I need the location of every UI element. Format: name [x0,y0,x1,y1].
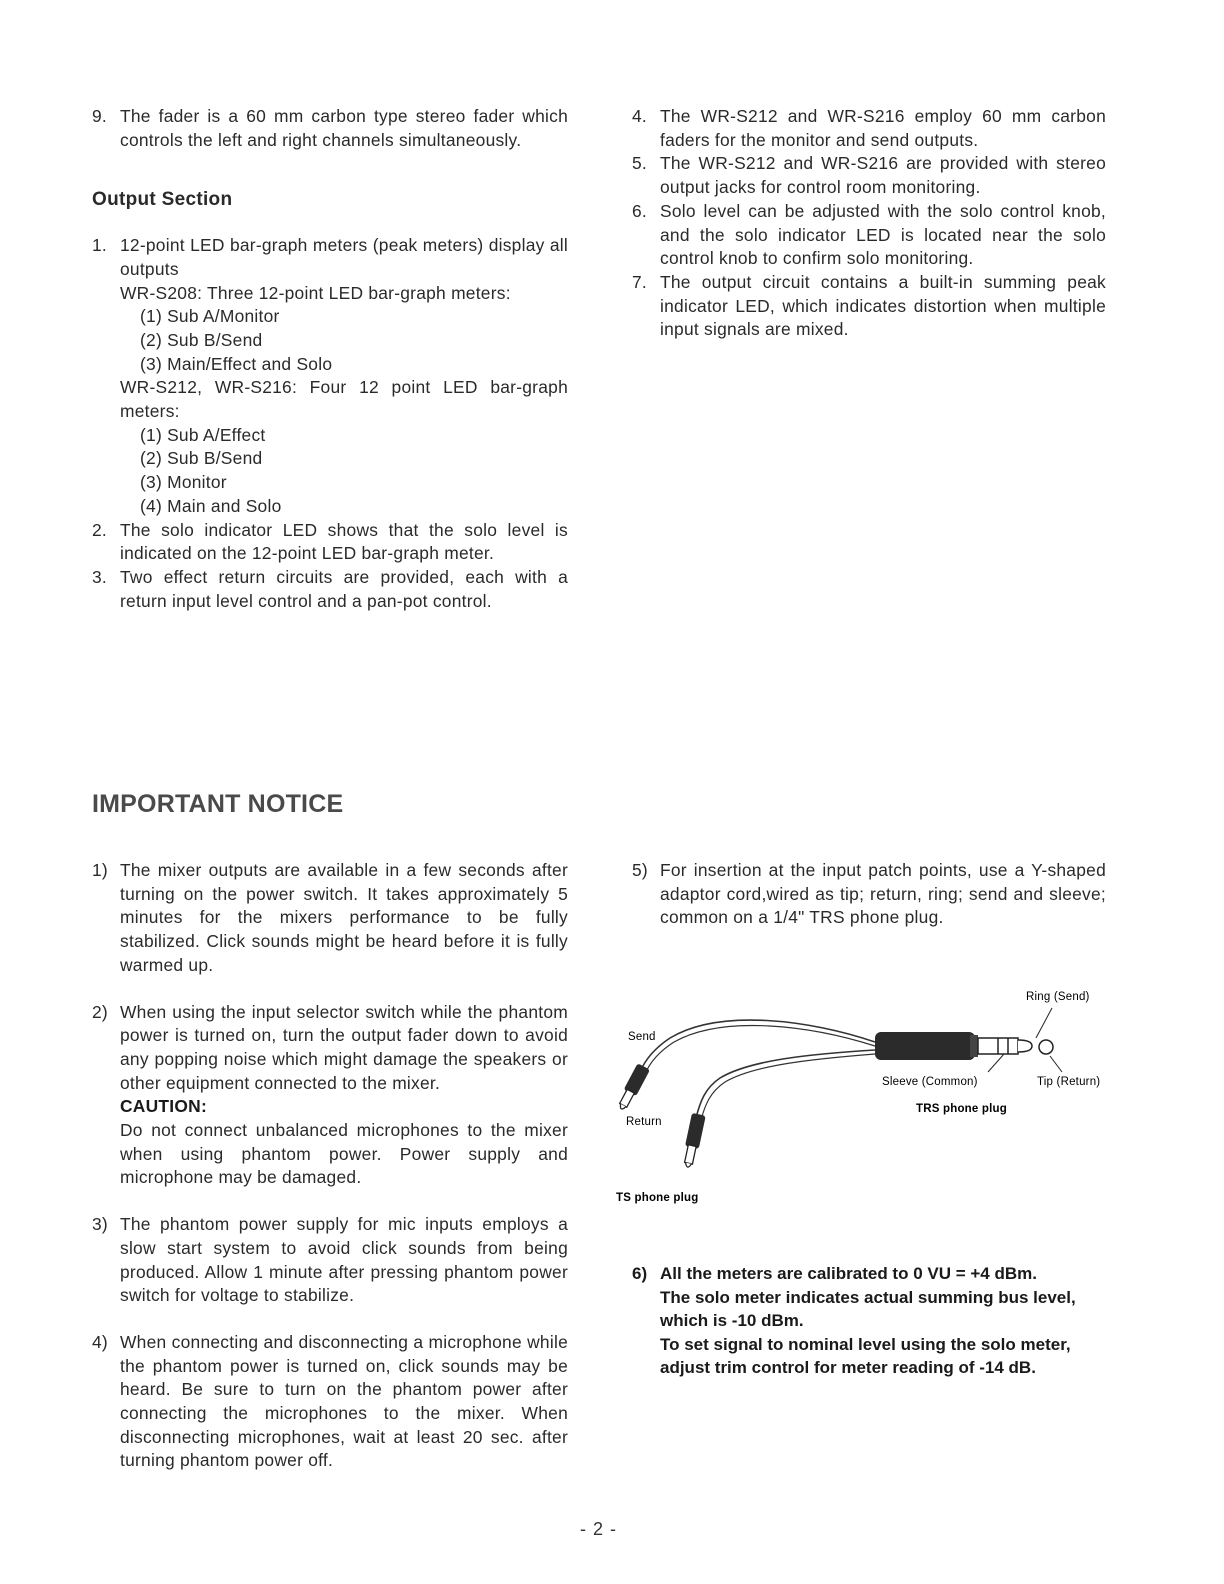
notice-title: IMPORTANT NOTICE [92,790,344,818]
trs-plug-collar [970,1035,978,1057]
item-line: The solo meter indicates actual summing bus level, which is -10 dBm. [660,1287,1076,1331]
list-item [92,1213,568,1308]
item-text: The fader is a 60 mm carbon type stereo fader which controls the left and right channels simultaneously. [120,106,568,150]
trs-label: TRS phone plug [916,1103,1007,1115]
ts-label: TS phone plug [616,1192,699,1204]
list-item [632,271,1106,342]
item-text: The WR-S212 and WR-S216 are provided with stereo output jacks for control room monitoring. [660,153,1106,198]
meter-item: (2) Sub B/Send [140,448,263,469]
item-number: 2) [92,1001,108,1022]
list-item [632,152,1106,199]
item-number: 4) [92,1331,108,1352]
item-number: 9. [92,106,108,126]
caution-text: Do not connect unbalanced microphones to the mixer when using phantom power. Power supply and microphone may be damaged. [120,1120,568,1188]
item-text: The WR-S212 and WR-S216 employ 60 mm carbon faders for the monitor and send outputs. [660,106,1106,150]
tip-pointer [1050,1056,1062,1072]
item-text: For insertion at the input patch points, use a Y-shaped adaptor cord,wired as tip; return, ring; send and sleeve; common on a 1/4" TRS phone plug. [660,860,1106,928]
item-number: 5. [632,153,648,174]
tip-label: Tip (Return) [1037,1076,1101,1088]
top-right-column [632,105,1106,342]
list-item [92,1331,568,1473]
list-item [92,234,568,518]
item-number: 5) [632,860,648,880]
caution-label: CAUTION: [120,1096,208,1117]
list-item [632,859,1106,930]
meter-list [120,424,568,519]
item-text: The phantom power supply for mic inputs employs a slow start system to avoid click sounds from being produced. Allow 1 minute after pressing phantom power switch for voltage to stabilize. [120,1214,568,1306]
item-text: Solo level can be adjusted with the solo control knob, and the solo indicator LED is located near the solo control knob to confirm solo monitoring. [660,200,1106,269]
list-item [92,1001,568,1191]
model-label: WR-S212, WR-S216: Four 12 point LED bar-graph meters: [120,377,568,422]
item-number: 6) [632,1264,648,1283]
send-label: Send [628,1031,656,1043]
item-text: 12-point LED bar-graph meters (peak meters) display all outputs [120,235,568,279]
meter-item: (3) Monitor [140,472,227,493]
item-text: The output circuit contains a built-in summing peak indicator LED, which indicates distortion when multiple input signals are mixed. [660,271,1106,340]
item-number: 3. [92,566,108,587]
ring-label: Ring (Send) [1026,991,1090,1003]
item-number: 7. [632,271,648,292]
item-number: 3) [92,1214,108,1235]
meter-item: (1) Sub A/Monitor [140,306,280,327]
meter-item: (4) Main and Solo [140,495,282,516]
send-ts-plug [615,1063,650,1112]
notice-item-5 [632,859,1106,930]
item-number: 6. [632,200,648,221]
meter-item: (1) Sub A/Effect [140,424,266,445]
list-item [632,200,1106,271]
item-number: 2. [92,519,108,540]
item-number: 4. [632,106,648,126]
list-item [632,105,1106,152]
meter-list [120,305,568,376]
return-cable-inner [701,1054,875,1120]
sleeve-pointer [988,1054,1004,1072]
item-text: When connecting and disconnecting a microphone while the phantom power is turned on, click sounds may be heard. Be sure to turn on the phantom power after connecting the microphones to the mixer. When disconnecting microphones, wait at least 20 sec. after turning phantom power off. [120,1331,568,1471]
list-item [92,519,568,566]
sleeve-label: Sleeve (Common) [882,1076,978,1088]
trs-plug-tip [1018,1040,1032,1052]
item-text: The solo indicator LED shows that the solo level is indicated on the 12-point LED bar-graph meter. [120,519,568,564]
ring-pointer [1036,1008,1052,1038]
meter-item: (3) Main/Effect and Solo [140,353,333,374]
item-text: The mixer outputs are available in a few seconds after turning on the power switch. It takes approximately 5 minutes for the mixers performance to be fully stabilized. Click sounds might be heard before it is fully warmed up. [120,860,568,975]
item-text: Two effect return circuits are provided, each with a return input level control and a pan-pot control. [120,566,568,611]
model-label: WR-S208: Three 12-point LED bar-graph meters: [120,282,511,303]
item-line: All the meters are calibrated to 0 VU = +4 dBm. [660,1264,1037,1283]
item-number: 1. [92,235,108,256]
section-heading: Output Section [92,189,233,211]
y-cable-diagram [600,980,1120,1210]
meter-item: (2) Sub B/Send [140,329,263,350]
list-item [92,566,568,613]
list-item [632,1262,1106,1380]
notice-item-6 [632,1262,1106,1380]
notice-left-column [92,859,568,1473]
return-label: Return [626,1116,662,1128]
return-ts-plug [681,1113,706,1169]
item-line: To set signal to nominal level using the solo meter, adjust trim control for meter reading of -14 dB. [660,1334,1071,1378]
page-number: - 2 - [580,1519,618,1539]
trs-plug-body [875,1032,975,1060]
item-text: When using the input selector switch while the phantom power is turned on, turn the output fader down to avoid any popping noise which might damage the speakers or other equipment connected to the mixer. [120,1001,568,1093]
list-item [92,859,568,978]
item-number: 1) [92,860,108,880]
top-left-column [92,105,568,613]
list-item [92,105,568,152]
